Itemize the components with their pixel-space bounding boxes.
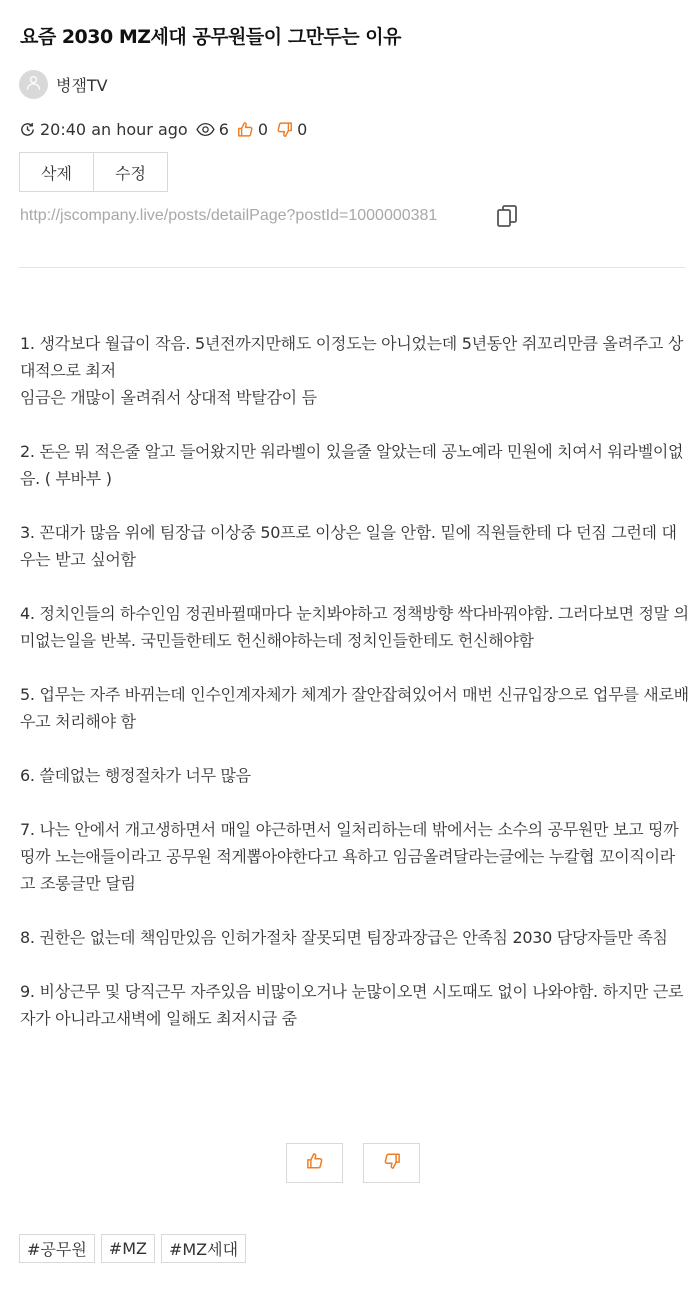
copy-icon[interactable] <box>496 204 518 228</box>
content-paragraph: 9. 비상근무 및 당직근무 자주있음 비많이오거나 눈많이오면 시도때도 없이 나와야함. 하지만 근로자가 아니라고새벽에 일해도 최저시급 줌 <box>20 982 684 1028</box>
thumbs-down-icon <box>276 121 293 138</box>
tag[interactable]: #MZ세대 <box>161 1234 246 1263</box>
content-paragraph: 8. 권한은 없는데 책임만있음 인허가절차 잘못되면 팀장과장급은 안족침 2030 담당자들만 족침 <box>20 928 668 947</box>
post-title: 요즘 2030 MZ세대 공무원들이 그만두는 이유 <box>20 26 401 48</box>
tag-list <box>19 1234 252 1263</box>
delete-button[interactable]: 삭제 <box>19 152 94 192</box>
divider <box>19 267 685 268</box>
like-button[interactable] <box>286 1143 343 1183</box>
content-paragraph: 1. 생각보다 월급이 작음. 5년전까지만해도 이정도는 아니었는데 5년동안 쥐꼬리만큼 올려주고 상대적으로 최저 임금은 개많이 올려줘서 상대적 박탈감이 듬 <box>20 334 683 407</box>
post-content <box>20 330 690 1059</box>
author-name: 병잼TV <box>56 76 108 95</box>
thumbs-down-icon <box>383 1152 401 1174</box>
vote-buttons <box>286 1143 420 1183</box>
like-count: 0 <box>257 119 269 139</box>
thumbs-up-icon <box>237 121 254 138</box>
content-paragraph: 3. 꼰대가 많음 위에 팀장급 이상중 50프로 이상은 일을 안함. 밑에 직원들한테 다 던짐 그런데 대우는 받고 싶어함 <box>20 523 677 569</box>
clock-icon <box>19 121 36 138</box>
content-paragraph: 4. 정치인들의 하수인임 정권바뀔때마다 눈치봐야하고 정책방향 싹다바꿔야함. 그러다보면 정말 의미없는일을 반복. 국민들한테도 헌신해야하는데 정치인들한테도 헌신해야함 <box>20 604 689 650</box>
tag[interactable]: #공무원 <box>19 1234 95 1263</box>
thumbs-up-icon <box>306 1152 324 1174</box>
post-meta <box>19 118 315 140</box>
tag[interactable]: #MZ <box>101 1234 155 1263</box>
eye-icon <box>196 121 215 138</box>
user-icon <box>25 74 42 95</box>
post-url[interactable]: http://jscompany.live/posts/detailPage?postId=1000000381 <box>20 207 438 224</box>
dislike-button[interactable] <box>363 1143 420 1183</box>
content-paragraph: 5. 업무는 자주 바뀌는데 인수인계자체가 체계가 잘안잡혀있어서 매번 신규입장으로 업무를 새로배우고 처리해야 함 <box>20 685 689 731</box>
content-paragraph: 7. 나는 안에서 개고생하면서 매일 야근하면서 일처리하는데 밖에서는 소수의 공무원만 보고 띵까띵까 노는애들이라고 공무원 적게뽑아야한다고 욕하고 임금올려달라는글에는 누칼협 꼬이직이라고 조롱글만 달림 <box>20 820 679 893</box>
content-paragraph: 2. 돈은 뭐 적은줄 알고 들어왔지만 워라벨이 있을줄 알았는데 공노예라 민원에 치여서 워라벨이없음. ( 부바부 ) <box>20 442 684 488</box>
content-paragraph: 6. 쓸데없는 행정절차가 너무 많음 <box>20 766 251 785</box>
author-info <box>19 70 108 99</box>
view-count: 6 <box>218 119 229 139</box>
dislike-count: 0 <box>297 119 308 139</box>
post-actions <box>19 152 168 192</box>
edit-button[interactable]: 수정 <box>93 152 168 192</box>
post-time: 20:40 an hour ago <box>40 119 188 139</box>
share-url-row <box>20 204 520 228</box>
avatar <box>19 70 48 99</box>
